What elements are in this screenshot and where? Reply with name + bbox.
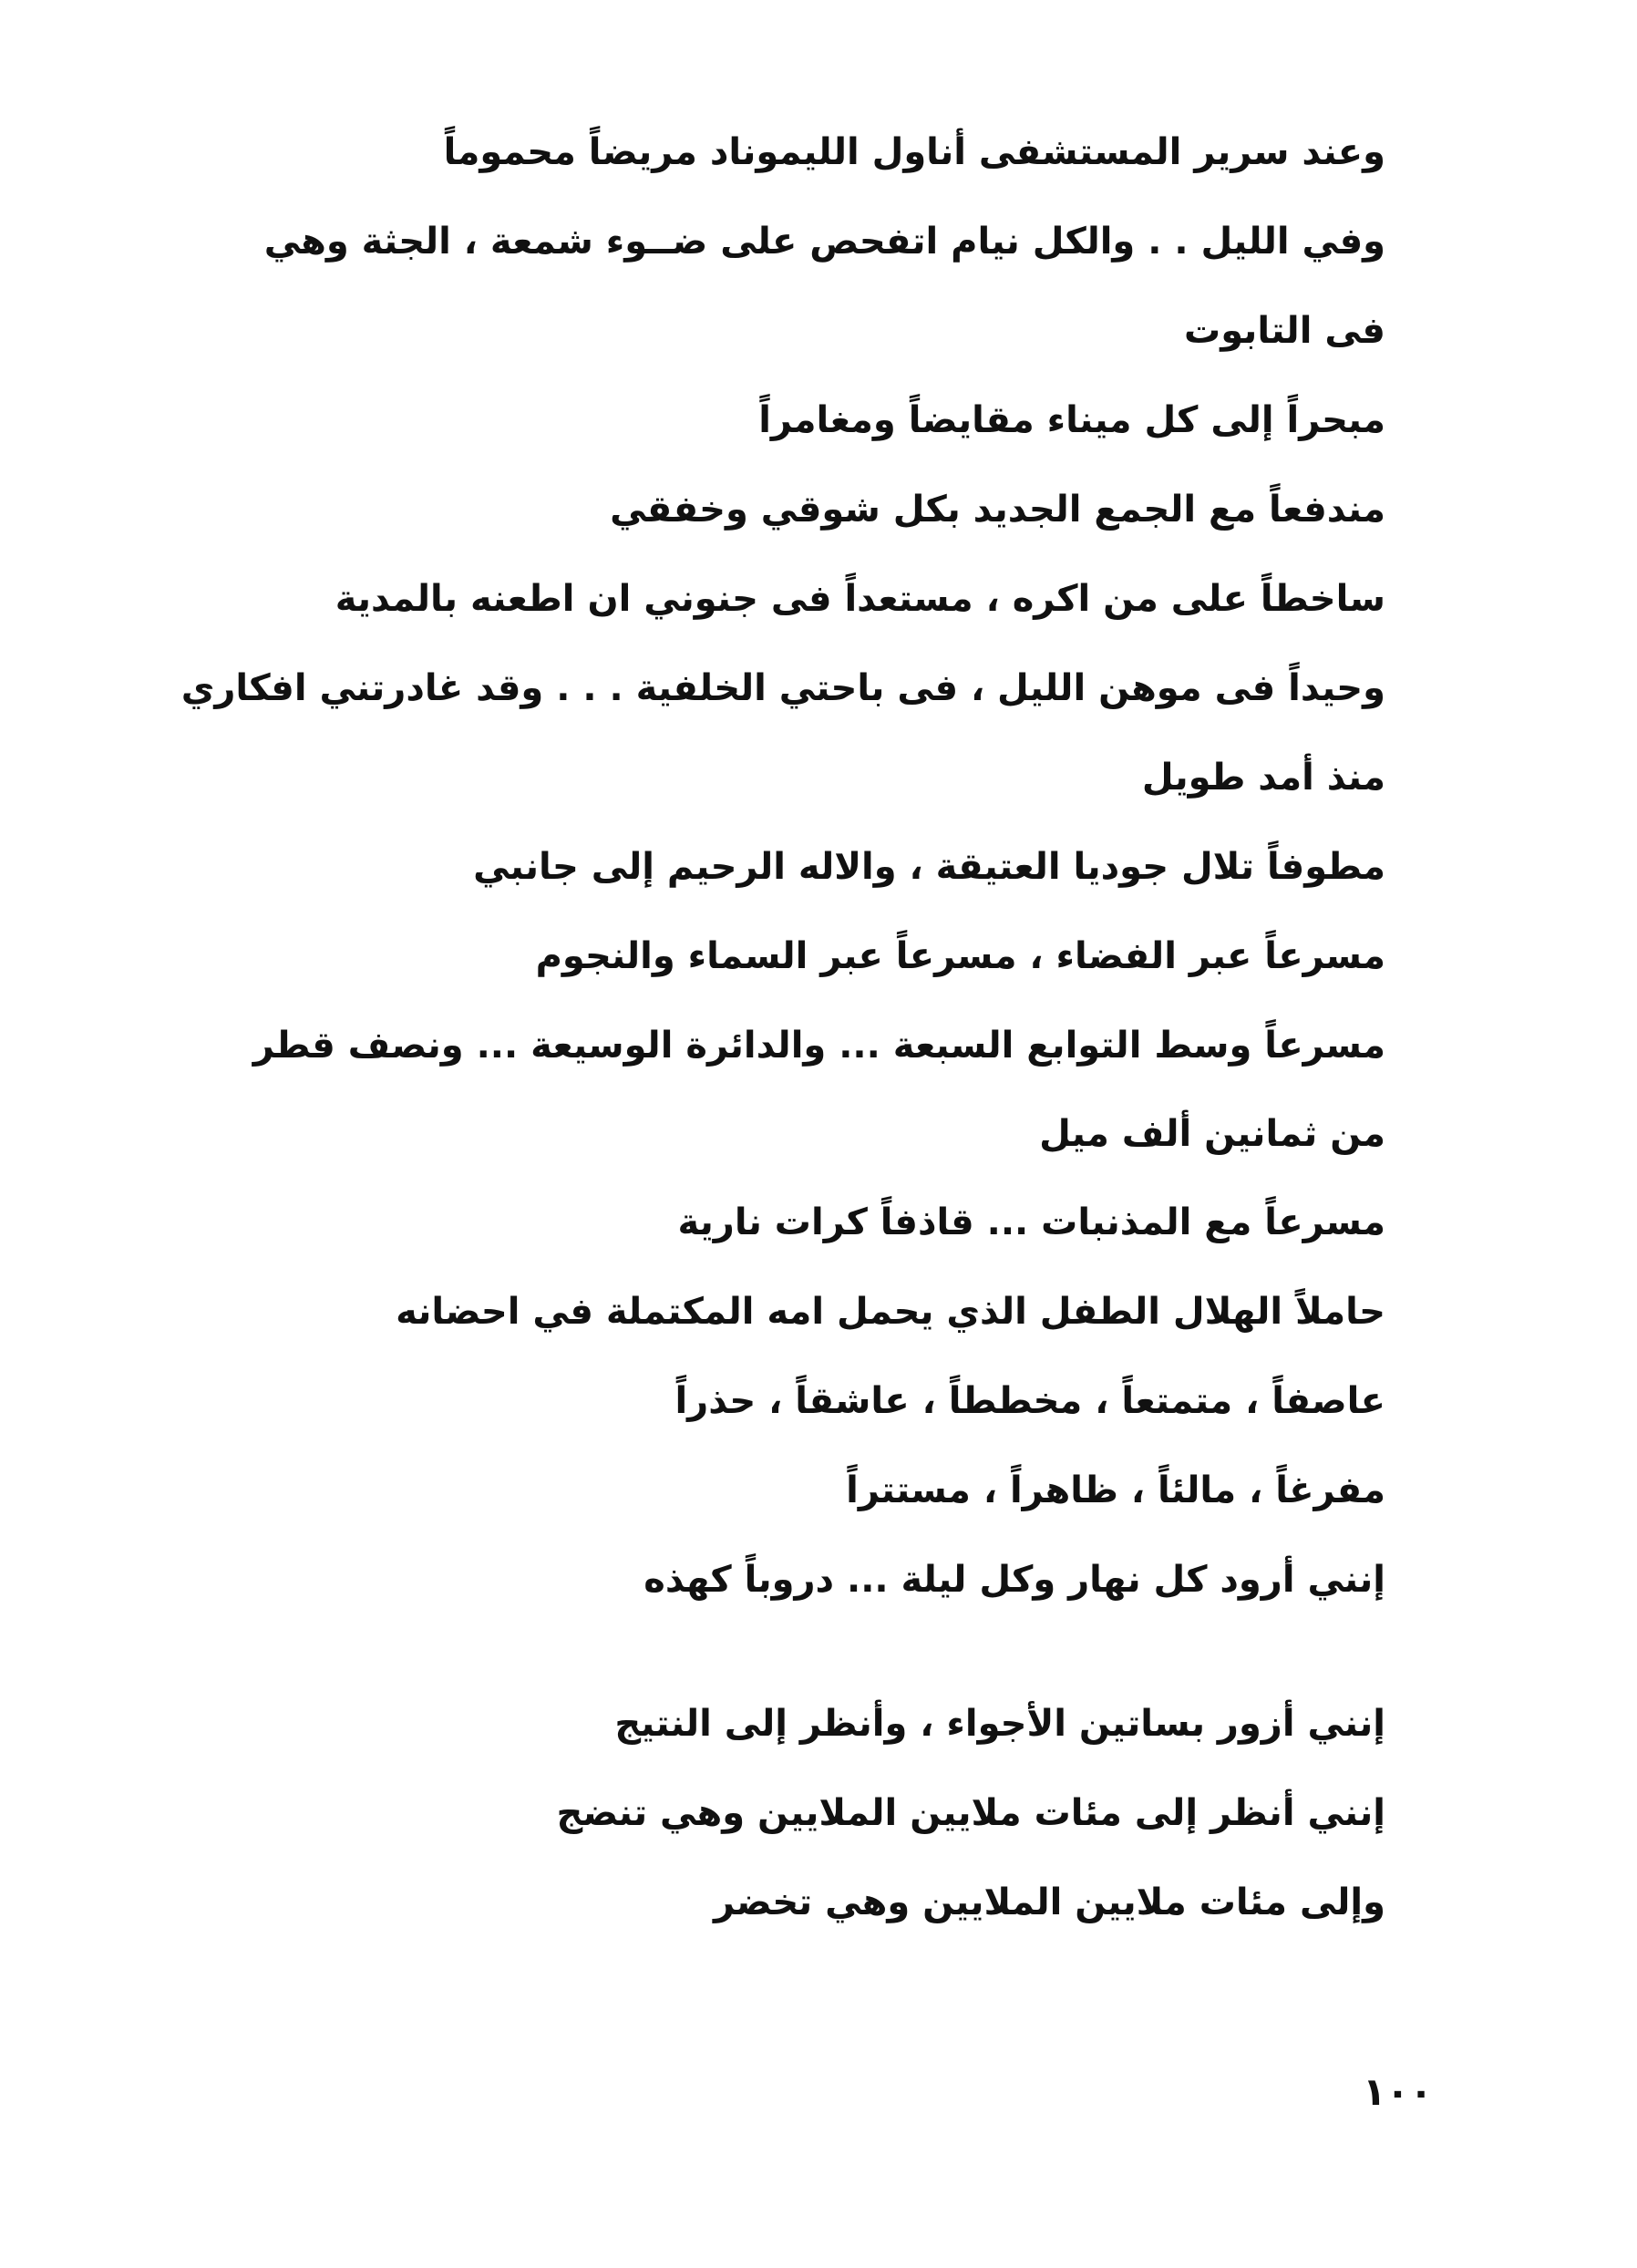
poem-line: ساخطاً على من اكره ، مستعداً فى جنوني ان اطعنه بالمدية bbox=[335, 578, 1385, 620]
poem-line: مفرغاً ، مالئاً ، ظاهراً ، مستتراً bbox=[846, 1469, 1385, 1511]
poem-line: وفي الليل . . والكل نيام اتفحص على ضــوء شمعة ، الجثة وهي bbox=[263, 221, 1385, 263]
poem-line: إنني أزور بساتين الأجواء ، وأنظر إلى النتيج bbox=[614, 1703, 1385, 1745]
poem-line: وعند سرير المستشفى أناول الليموناد مريضاً محموماً bbox=[443, 131, 1385, 173]
poem-line: إنني أنظر إلى مئات ملايين الملايين وهي تنضج bbox=[556, 1792, 1385, 1834]
poem-line: مبحراً إلى كل ميناء مقايضاً ومغامراً bbox=[758, 399, 1385, 441]
poem-line: منذ أمد طويل bbox=[1141, 757, 1385, 799]
poem-line: مسرعاً عبر الفضاء ، مسرعاً عبر السماء والنجوم bbox=[535, 935, 1385, 977]
page-number: ١٠٠ bbox=[1363, 2069, 1433, 2114]
poem-line: مسرعاً وسط التوابع السبعة ... والدائرة الوسيعة ... ونصف قطر bbox=[252, 1025, 1385, 1067]
poem-line: عاصفاً ، متمتعاً ، مخططاً ، عاشقاً ، حذراً bbox=[674, 1380, 1385, 1422]
stanza-1 bbox=[182, 108, 1385, 1624]
poem-line: مندفعاً مع الجمع الجديد بكل شوقي وخفقي bbox=[610, 489, 1385, 531]
poem-line: مسرعاً مع المذنبات ... قاذفاً كرات نارية bbox=[677, 1201, 1385, 1243]
stanza-gap bbox=[182, 1624, 1385, 1679]
poem-line: من ثمانين ألف ميل bbox=[1039, 1113, 1385, 1155]
poem-line: حاملاً الهلال الطفل الذي يحمل امه المكتملة في احضانه bbox=[396, 1291, 1385, 1333]
poem-text bbox=[182, 108, 1385, 1947]
poem-line: مطوفاً تلال جوديا العتيقة ، والاله الرحيم إلى جانبي bbox=[473, 846, 1385, 888]
poem-line: فى التابوت bbox=[1184, 310, 1385, 352]
poem-line: إنني أرود كل نهار وكل ليلة ... دروباً كهذه bbox=[643, 1559, 1385, 1601]
poem-line: وحيداً فى موهن الليل ، فى باحتي الخلفية . . . وقد غادرتني افكاري bbox=[180, 667, 1385, 709]
poem-line: وإلى مئات ملايين الملايين وهي تخضر bbox=[714, 1881, 1385, 1923]
stanza-2 bbox=[182, 1679, 1385, 1947]
